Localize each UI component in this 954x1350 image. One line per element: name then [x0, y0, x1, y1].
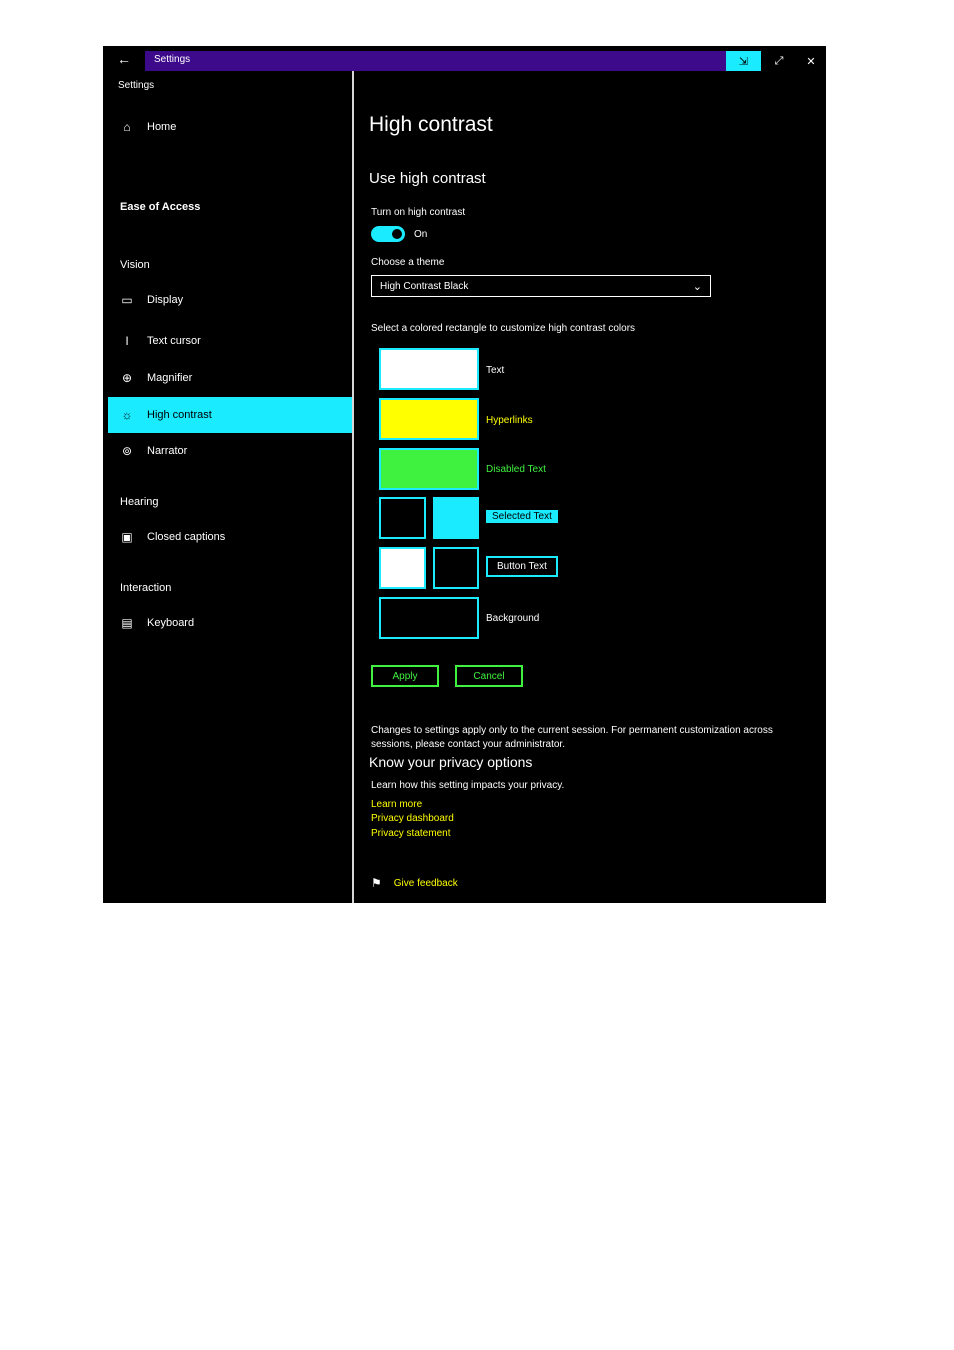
display-icon: ▭: [121, 293, 133, 307]
disabled-text-color-label: Disabled Text: [486, 464, 546, 475]
background-color-label: Background: [486, 613, 540, 624]
theme-dropdown[interactable]: [371, 275, 711, 297]
session-note: Changes to settings apply only to the current session. For permanent customization across sessions, please contact your administrator.: [371, 725, 773, 750]
compact-overlay-button[interactable]: [726, 51, 761, 71]
button-text-foreground-swatch[interactable]: [379, 547, 426, 589]
chevron-down-icon: ⌄: [692, 280, 702, 293]
hearing-heading: Hearing: [120, 496, 159, 508]
learn-more-link[interactable]: Learn more: [371, 799, 423, 810]
back-button[interactable]: [103, 46, 145, 71]
theme-value: High Contrast Black: [380, 280, 469, 292]
home-icon: ⌂: [123, 120, 131, 134]
maximize-button[interactable]: [764, 51, 794, 71]
page-title: High contrast: [369, 113, 493, 136]
apply-button[interactable]: Apply: [371, 665, 439, 687]
toggle-label: Turn on high contrast: [371, 207, 466, 218]
selected-text-background-swatch[interactable]: [433, 497, 479, 539]
privacy-heading: Know your privacy options: [369, 754, 533, 770]
text-color-swatch[interactable]: [379, 348, 479, 390]
sidebar-item-label: Home: [147, 121, 177, 133]
back-arrow-icon: ←: [117, 50, 131, 67]
sidebar-item-label: High contrast: [147, 409, 212, 421]
title-bar: [103, 46, 826, 71]
category-heading: Ease of Access: [120, 201, 201, 213]
toggle-state: On: [414, 229, 428, 240]
window-title: Settings: [154, 54, 191, 65]
sidebar-item-label: Text cursor: [147, 335, 201, 347]
sidebar-app-name: Settings: [118, 80, 155, 91]
toggle-knob: [392, 229, 402, 239]
close-icon: ✕: [806, 55, 816, 68]
background-color-swatch[interactable]: [379, 597, 479, 639]
button-text-color-label: Button Text: [486, 556, 558, 577]
sun-icon: ☼: [121, 408, 133, 422]
text-color-label: Text: [486, 365, 505, 376]
sidebar-item-home[interactable]: [108, 109, 353, 145]
privacy-dashboard-link[interactable]: Privacy dashboard: [371, 813, 454, 824]
close-button[interactable]: [796, 51, 826, 71]
theme-label: Choose a theme: [371, 257, 445, 268]
sidebar-item-label: Narrator: [147, 445, 188, 457]
sidebar-item-label: Display: [147, 294, 184, 306]
narrator-icon: ⊚: [121, 444, 133, 458]
disabled-text-color-swatch[interactable]: [379, 448, 479, 490]
give-feedback-label: Give feedback: [393, 877, 458, 889]
sidebar-item-high-contrast[interactable]: [108, 397, 353, 433]
sidebar-item-label: Keyboard: [147, 617, 195, 629]
sidebar-item-text-cursor[interactable]: [108, 323, 353, 359]
cancel-button[interactable]: Cancel: [455, 665, 523, 687]
section-heading: Use high contrast: [369, 170, 486, 187]
selected-text-foreground-swatch[interactable]: [379, 497, 426, 539]
sidebar-item-keyboard[interactable]: [108, 605, 353, 641]
vision-heading: Vision: [120, 259, 150, 271]
keyboard-icon: ▤: [121, 616, 133, 630]
hyperlink-color-swatch[interactable]: [379, 398, 479, 440]
interaction-heading: Interaction: [120, 582, 172, 594]
pin-icon: ⇲: [738, 55, 749, 68]
text-cursor-icon: I: [125, 334, 129, 348]
give-feedback-link[interactable]: [371, 876, 458, 890]
sidebar-item-magnifier[interactable]: [108, 360, 353, 396]
feedback-icon: ⚑: [371, 876, 382, 890]
maximize-icon: ⤢: [774, 54, 784, 67]
hyperlink-color-label: Hyperlinks: [486, 415, 533, 426]
settings-window: [103, 46, 826, 903]
main-content: [354, 71, 826, 903]
sidebar-item-label: Closed captions: [147, 531, 226, 543]
sidebar-item-narrator[interactable]: [108, 433, 353, 469]
privacy-statement-link[interactable]: Privacy statement: [371, 828, 451, 839]
sidebar: [103, 71, 353, 903]
high-contrast-toggle[interactable]: [371, 226, 405, 242]
sidebar-item-closed-captions[interactable]: [108, 519, 353, 555]
magnifier-icon: ⊕: [121, 371, 133, 385]
sidebar-item-label: Magnifier: [147, 372, 193, 384]
closed-captions-icon: ▣: [121, 530, 133, 544]
title-strip: [145, 51, 726, 71]
button-text-background-swatch[interactable]: [433, 547, 479, 589]
privacy-description: Learn how this setting impacts your privacy.: [371, 780, 565, 791]
sidebar-item-display[interactable]: [108, 282, 353, 318]
selected-text-color-label: Selected Text: [486, 510, 558, 523]
customize-label: Select a colored rectangle to customize high contrast colors: [371, 323, 636, 334]
